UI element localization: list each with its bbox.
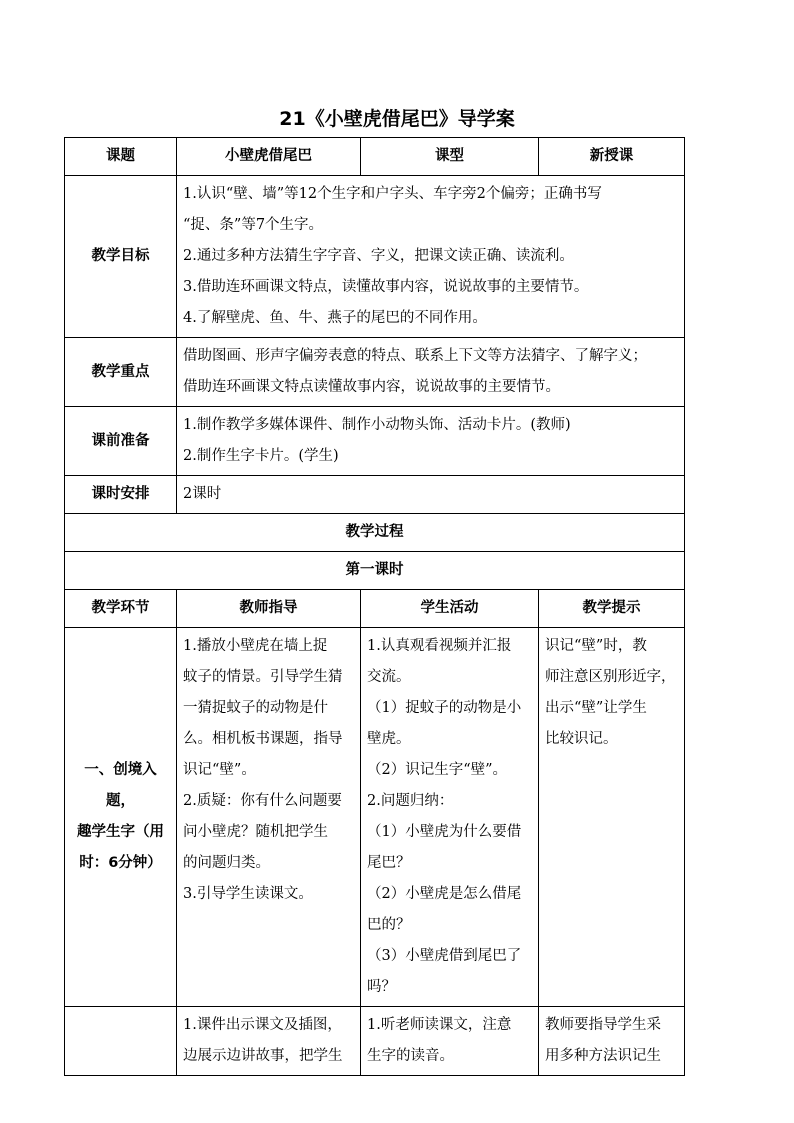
student-line: 1.听老师读课文，注意 [367, 1017, 512, 1033]
tip-line: 教师要指导学生采 [545, 1017, 661, 1033]
key-points-row [65, 338, 685, 407]
teacher-line: 3.引导学生读课文。 [183, 886, 313, 902]
stage-line: 时：6分钟） [79, 855, 162, 871]
teacher-line: 一猜捉蚊子的动物是什 [183, 700, 328, 716]
student-cell [361, 628, 539, 1007]
stage-cell [65, 1007, 177, 1076]
tip-line: 用多种方法识记生 [545, 1048, 661, 1064]
tip-line: 识记“壁”时，教 [545, 638, 647, 654]
goals-line: 3.借助连环画课文特点，读懂故事内容，说说故事的主要情节。 [183, 279, 589, 295]
teacher-line: 的问题归类。 [183, 855, 270, 871]
teacher-line: 问小壁虎？随机把学生 [183, 824, 328, 840]
student-line: 壁虎。 [367, 731, 411, 747]
student-line: （1）捉蚊子的动物是小 [367, 700, 522, 716]
student-line: 吗？ [367, 979, 396, 995]
preparation-line: 1.制作教学多媒体课件、制作小动物头饰、活动卡片。(教师) [183, 417, 571, 433]
stage-cell [65, 628, 177, 1007]
goals-line: “捉、条”等7个生字。 [183, 217, 324, 233]
column-header-stage: 教学环节 [65, 590, 177, 628]
lesson-heading-row [65, 552, 685, 590]
student-line: 生字的读音。 [367, 1048, 454, 1064]
goals-line: 2.通过多种方法猜生字字音、字义，把课文读正确、读流利。 [183, 248, 574, 264]
stage-line: 趣学生字（用 [77, 824, 164, 840]
tip-line: 出示“壁”让学生 [545, 700, 647, 716]
student-line: （2）识记生字“壁”。 [367, 762, 508, 778]
goals-line: 1.认识“壁、墙”等12个生字和户字头、车字旁2个偏旁；正确书写 [183, 186, 602, 202]
process-heading-row [65, 514, 685, 552]
student-line: 1.认真观看视频并汇报 [367, 638, 512, 654]
teacher-line: 边展示边讲故事，把学生 [183, 1048, 343, 1064]
schedule-value: 2课时 [177, 476, 685, 514]
student-line: （1）小壁虎为什么要借 [367, 824, 522, 840]
stage-line: 一、创境入题， [84, 762, 157, 809]
key-points-content [177, 338, 685, 407]
column-header-teacher: 教师指导 [177, 590, 361, 628]
page-title: 21《小壁虎借尾巴》导学案 [279, 108, 515, 130]
tip-line: 师注意区别形近字， [545, 669, 676, 685]
student-line: 巴的？ [367, 917, 411, 933]
goals-line: 4.了解壁虎、鱼、牛、燕子的尾巴的不同作用。 [183, 310, 487, 326]
key-points-line: 借助图画、形声字偏旁表意的特点、联系上下文等方法猜字、了解字义； [183, 348, 647, 364]
key-points-label: 教学重点 [65, 338, 177, 407]
column-header-row [65, 590, 685, 628]
process-row [65, 1007, 685, 1076]
column-header-student: 学生活动 [361, 590, 539, 628]
teacher-line: 么。相机板书课题，指导 [183, 731, 343, 747]
teacher-line: 识记“壁”。 [183, 762, 256, 778]
column-header-tip: 教学提示 [539, 590, 685, 628]
preparation-line: 2.制作生字卡片。(学生) [183, 448, 339, 464]
process-row [65, 628, 685, 1007]
tip-cell [539, 628, 685, 1007]
student-line: 交流。 [367, 669, 411, 685]
tip-cell [539, 1007, 685, 1076]
goals-label: 教学目标 [65, 176, 177, 338]
goals-row [65, 176, 685, 338]
key-points-line: 借助连环画课文特点读懂故事内容，说说故事的主要情节。 [183, 379, 560, 395]
student-line: （3）小壁虎借到尾巴了 [367, 948, 522, 964]
teacher-line: 1.课件出示课文及插图， [183, 1017, 342, 1033]
schedule-label: 课时安排 [65, 476, 177, 514]
info-row [65, 138, 685, 176]
student-cell [361, 1007, 539, 1076]
type-value: 新授课 [539, 138, 685, 176]
preparation-label: 课前准备 [65, 407, 177, 476]
student-line: 2.问题归纳： [367, 793, 454, 809]
goals-content [177, 176, 685, 338]
lesson-heading: 第一课时 [65, 552, 685, 590]
preparation-row [65, 407, 685, 476]
topic-value: 小壁虎借尾巴 [177, 138, 361, 176]
process-heading: 教学过程 [65, 514, 685, 552]
preparation-content [177, 407, 685, 476]
teacher-line: 2.质疑：你有什么问题要 [183, 793, 342, 809]
student-line: 尾巴？ [367, 855, 411, 871]
teacher-line: 1.播放小壁虎在墙上捉 [183, 638, 328, 654]
type-label: 课型 [361, 138, 539, 176]
lesson-plan-table [64, 137, 685, 1076]
topic-label: 课题 [65, 138, 177, 176]
student-line: （2）小壁虎是怎么借尾 [367, 886, 522, 902]
teacher-line: 蚊子的情景。引导学生猜 [183, 669, 343, 685]
tip-line: 比较识记。 [545, 731, 618, 747]
teacher-cell [177, 628, 361, 1007]
schedule-row [65, 476, 685, 514]
teacher-cell [177, 1007, 361, 1076]
